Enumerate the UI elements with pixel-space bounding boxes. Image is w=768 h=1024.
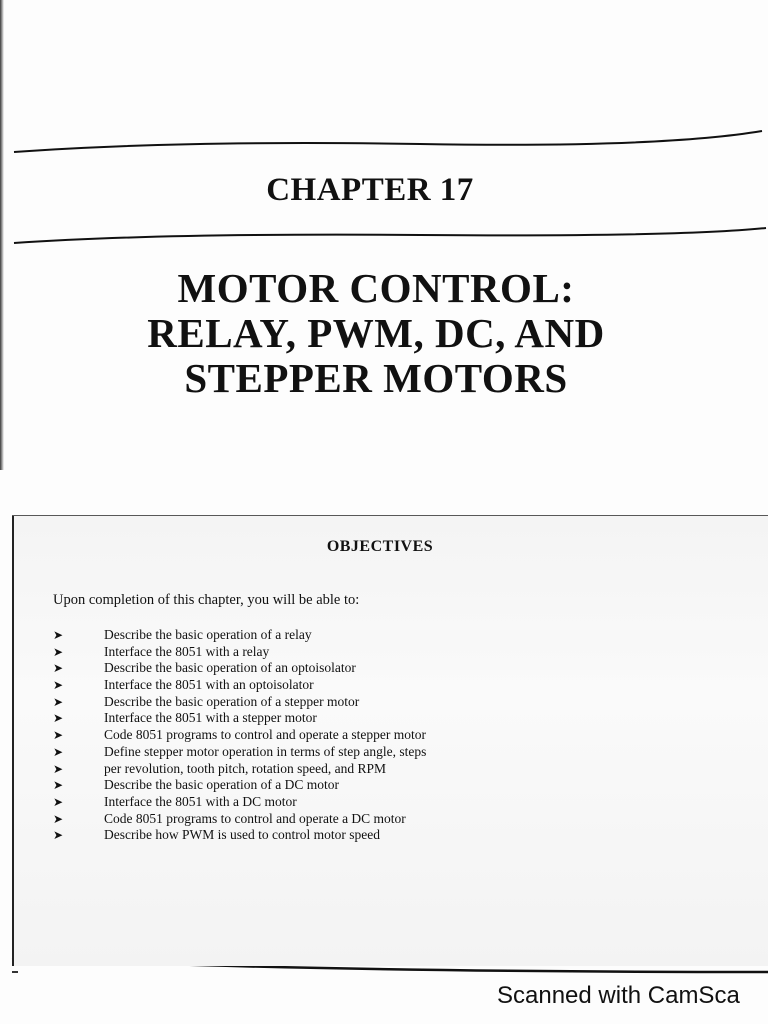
chapter-title bbox=[0, 266, 752, 401]
chapter-title-line: MOTOR CONTROL: bbox=[177, 265, 575, 311]
objective-text: per revolution, tooth pitch, rotation speed, and RPM bbox=[104, 760, 386, 776]
bullet-arrow-icon: ➤ bbox=[53, 678, 64, 693]
scan-artifact bbox=[12, 971, 18, 973]
chapter-label: CHAPTER 17 bbox=[266, 172, 474, 208]
objective-text: Describe how PWM is used to control motor speed bbox=[104, 827, 380, 843]
objective-text: Interface the 8051 with an optoisolator bbox=[104, 677, 314, 693]
objective-text: Describe the basic operation of a stepper motor bbox=[104, 693, 360, 709]
bullet-arrow-icon: ➤ bbox=[53, 794, 64, 809]
objectives-intro: Upon completion of this chapter, you will be able to: bbox=[53, 592, 360, 608]
objective-text: Interface the 8051 with a relay bbox=[104, 643, 270, 659]
objective-text: Describe the basic operation of a relay bbox=[104, 627, 312, 642]
top-rule bbox=[14, 131, 762, 152]
bullet-arrow-icon: ➤ bbox=[53, 744, 64, 759]
bullet-arrow-icon: ➤ bbox=[53, 828, 64, 843]
bullet-arrow-icon: ➤ bbox=[53, 811, 64, 826]
objective-text: Interface the 8051 with a stepper motor bbox=[104, 710, 317, 726]
objective-text: Interface the 8051 with a DC motor bbox=[104, 793, 297, 809]
bullet-arrow-icon: ➤ bbox=[53, 728, 64, 743]
scanner-watermark: Scanned with CamSca bbox=[497, 982, 740, 1009]
objective-text: Describe the basic operation of an optoisolator bbox=[104, 660, 356, 676]
bullet-arrow-icon: ➤ bbox=[53, 711, 64, 726]
bullet-arrow-icon: ➤ bbox=[53, 644, 64, 659]
objectives-heading: OBJECTIVES bbox=[326, 538, 434, 555]
chapter-title-line: STEPPER MOTORS bbox=[184, 355, 568, 401]
bullet-arrow-icon: ➤ bbox=[53, 628, 64, 642]
objective-text: Code 8051 programs to control and operate a DC motor bbox=[104, 810, 406, 826]
middle-rule bbox=[14, 228, 766, 243]
bullet-arrow-icon: ➤ bbox=[53, 694, 64, 709]
bullet-arrow-icon: ➤ bbox=[53, 778, 64, 793]
chapter-title-line: RELAY, PWM, DC, AND bbox=[147, 310, 605, 356]
bullet-arrow-icon: ➤ bbox=[53, 761, 64, 776]
bullet-arrow-icon: ➤ bbox=[53, 661, 64, 676]
objective-text: Describe the basic operation of a DC motor bbox=[104, 777, 340, 793]
objective-text: Define stepper motor operation in terms of step angle, steps bbox=[104, 743, 427, 759]
objective-text: Code 8051 programs to control and operate a stepper motor bbox=[104, 727, 427, 743]
